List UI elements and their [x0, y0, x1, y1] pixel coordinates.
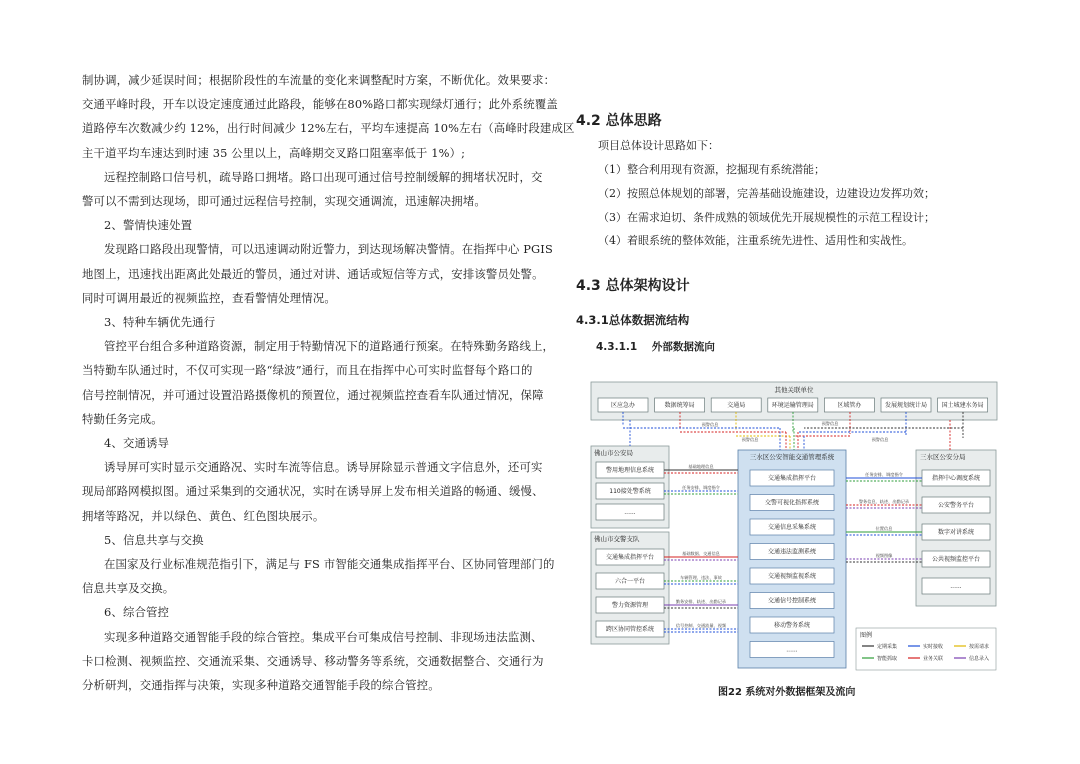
paragraph-line: 交通平峰时段，开车以设定速度通过此路段，能够在80%路口都实现绿灯通行；此外系统覆盖: [82, 97, 558, 112]
paragraph-line: 道路停车次数减少约 12%，出行时间减少 12%左右，平均车速提高 10%左右（高峰时段建成区: [82, 121, 575, 136]
left1-item: ......: [624, 509, 636, 517]
paragraph-line: 拥堵等路况，并以绿色、黄色、红色图块展示。: [82, 508, 325, 523]
top-unit: 区域管办: [837, 402, 862, 410]
legend-label: 定期采集: [877, 644, 898, 650]
left2-item: 六合一平台: [614, 578, 646, 586]
heading-4-2: 4.2 总体思路: [576, 113, 662, 129]
heading-number: 4.3.1.1: [596, 341, 638, 353]
list-item: （2）按照总体规划的部署，完善基础设施建设，边建设边发挥功效；: [598, 187, 935, 200]
intro-text: 项目总体设计思路如下：: [598, 139, 719, 152]
heading-4-3-1: 4.3.1总体数据流结构: [576, 313, 690, 327]
top-unit: 环境运输管理局: [771, 402, 814, 410]
right-item: 数字对讲系统: [937, 529, 975, 537]
list-item: （4）着眼系统的整体效能，注重系统先进性、适用性和实战性。: [598, 234, 913, 247]
paragraph-line: 信号控制情况，并可通过设置沿路摄像机的预置位，通过视频监控查看车队通过情况，保障: [82, 387, 544, 402]
flow-label: 信号控制、交通流量、视频: [675, 623, 727, 628]
legend-title: 图例: [860, 632, 873, 639]
paragraph-line: 警可以不需到达现场，即可通过远程信号控制，实现交通调流，迅速解决拥堵。: [82, 194, 486, 209]
left-column: [82, 68, 575, 697]
center-item: 交通违法监测系统: [767, 548, 817, 556]
flow-label: 预警信息: [741, 437, 759, 442]
center-item: ......: [786, 646, 798, 654]
flow-label: 视频图像: [875, 553, 893, 558]
flow-label: 基础地理信息: [688, 464, 714, 469]
top-unit: 交通局: [727, 402, 746, 410]
paragraph-line: 地图上，迅速找出距离此处最近的警员，通过对讲、通话或短信等方式，安排该警员处警。: [82, 266, 544, 281]
paragraph-line: 同时可调用最近的视频监控，查看警情处理情况。: [82, 290, 336, 305]
flow-label: 基础数据、交通信息: [682, 551, 720, 556]
left-group2-title: 佛山市交警支队: [594, 535, 640, 543]
paragraph-line: 主干道平均车速达到时速 35 公里以上，高峰期交叉路口阻塞率低于 1%）;: [82, 145, 466, 160]
left1-item: 警用地理信息系统: [605, 467, 655, 475]
flow-label: 预警信息: [871, 437, 889, 442]
figure-caption: 图22 系统对外数据框架及流向: [718, 687, 856, 698]
flow-label: 车辆管理、违法、事故: [680, 575, 722, 580]
heading-4-3: 4.3 总体架构设计: [576, 278, 690, 294]
paragraph-line: 当特勤车队通过时，不仅可实现一路“绿波”通行，而且在指挥中心可实时监督每个路口的: [82, 363, 533, 378]
right-item: 公共视频监控平台: [931, 556, 981, 564]
center-item: 交通视频监视系统: [767, 573, 817, 581]
paragraph-line: 特勤任务完成。: [82, 411, 163, 426]
paragraph-line: 分析研判，交通指挥与决策，实现多种道路交通智能手段的综合管控。: [82, 678, 440, 693]
flow-label: 位置信息: [875, 526, 893, 531]
paragraph-line: 制协调，减少延误时间；根据阶段性的车流量的变化来调整配时方案，不断优化。效果要求：: [82, 73, 556, 87]
center-item: 交通信号控制系统: [767, 597, 817, 605]
left2-item: 跨区协同管控系统: [605, 626, 655, 634]
paragraph-line: 卡口检测、视频监控、交通流采集、交通诱导、移动警务等系统，交通数据整合、交通行为: [82, 653, 544, 668]
data-flow-diagram: [590, 378, 998, 672]
left1-item: 110接处警系统: [609, 488, 651, 496]
paragraph-line: 实现多种道路交通智能手段的综合管控。集成平台可集成信号控制、非现场违法监测、: [104, 629, 543, 644]
legend-label: 业务关联: [923, 656, 944, 662]
paragraph-line: 诱导屏可实时显示交通路况、实时车流等信息。诱导屏除显示普通文字信息外，还可实: [104, 460, 543, 475]
list-item: （1）整合利用现有资源，挖掘现有系统潜能；: [598, 163, 825, 176]
right-item: 公安警务平台: [937, 502, 975, 510]
top-group-title: 其他关联单位: [774, 386, 814, 394]
right-item: 指挥中心调度系统: [931, 475, 981, 483]
left-group1-title: 佛山市公安局: [594, 449, 633, 457]
flow-label: 预警信息: [821, 421, 839, 426]
paragraph-line: 远程控制路口信号机，疏导路口拥堵。路口出现可通过信号控制缓解的拥堵状况时，交: [104, 169, 543, 184]
flow-label: 预警信息: [701, 422, 719, 427]
paragraph-line: 6、综合管控: [104, 605, 170, 620]
paragraph-line: 5、信息共享与交换: [104, 532, 204, 547]
heading-text: 外部数据流向: [651, 341, 715, 353]
center-item: 交通集成指挥平台: [767, 475, 817, 483]
center-item: 移动警务系统: [773, 622, 811, 630]
paragraph-line: 3、特种车辆优先通行: [104, 315, 216, 330]
legend-label: 智能抓取: [877, 656, 898, 662]
paragraph-line: 发现路口路段出现警情，可以迅速调动附近警力，到达现场解决警情。在指挥中心 PGIS: [104, 242, 553, 257]
flow-label: 勤务安排、轨迹、出勤记录: [675, 599, 727, 604]
top-unit: 国土城建水务局: [941, 402, 984, 410]
left2-item: 警力资源管理: [611, 602, 649, 610]
center-item: 交警可视化指挥系统: [764, 499, 820, 507]
paragraph-line: 2、警情快速处置: [104, 218, 193, 233]
list-item: （3）在需求迫切、条件成熟的领域优先开展规模性的示范工程设计；: [598, 211, 935, 224]
legend-label: 实时接收: [923, 644, 944, 650]
legend-label: 信息录入: [969, 656, 990, 662]
paragraph-line: 在国家及行业标准规范指引下，满足与 FS 市智能交通集成指挥平台、区协同管理部门的: [104, 557, 555, 572]
top-unit: 区应急办: [610, 402, 636, 410]
flow-label: 任务安排、调度指令: [865, 472, 903, 477]
top-unit: 数据统筹局: [664, 402, 695, 410]
heading-4-3-1-1: [596, 339, 715, 354]
center-group-title: 三水区公安智能交通管理系统: [749, 453, 835, 461]
center-item: 交通信息采集系统: [767, 524, 817, 532]
right-group-title: 三水区公安分局: [920, 453, 966, 461]
paragraph-line: 现局部路网模拟图。通过采集到的交通状况，实时在诱导屏上发布相关道路的畅通、缓慢、: [82, 484, 544, 499]
paragraph-line: 4、交通诱导: [104, 436, 170, 451]
left2-item: 交通集成指挥平台: [605, 554, 655, 562]
flow-label: 任务安排、调度指令: [682, 485, 720, 490]
top-unit: 发展规划统计局: [884, 402, 928, 410]
flow-label: 警务信息、轨迹、出勤记录: [858, 499, 910, 504]
right-item: ......: [950, 583, 962, 591]
paragraph-line: 管控平台组合多种道路资源，制定用于特勤情况下的道路通行预案。在特殊勤务路线上，: [104, 339, 555, 354]
legend-label: 按需请求: [969, 644, 990, 650]
paragraph-line: 信息共享及交换。: [82, 581, 175, 596]
